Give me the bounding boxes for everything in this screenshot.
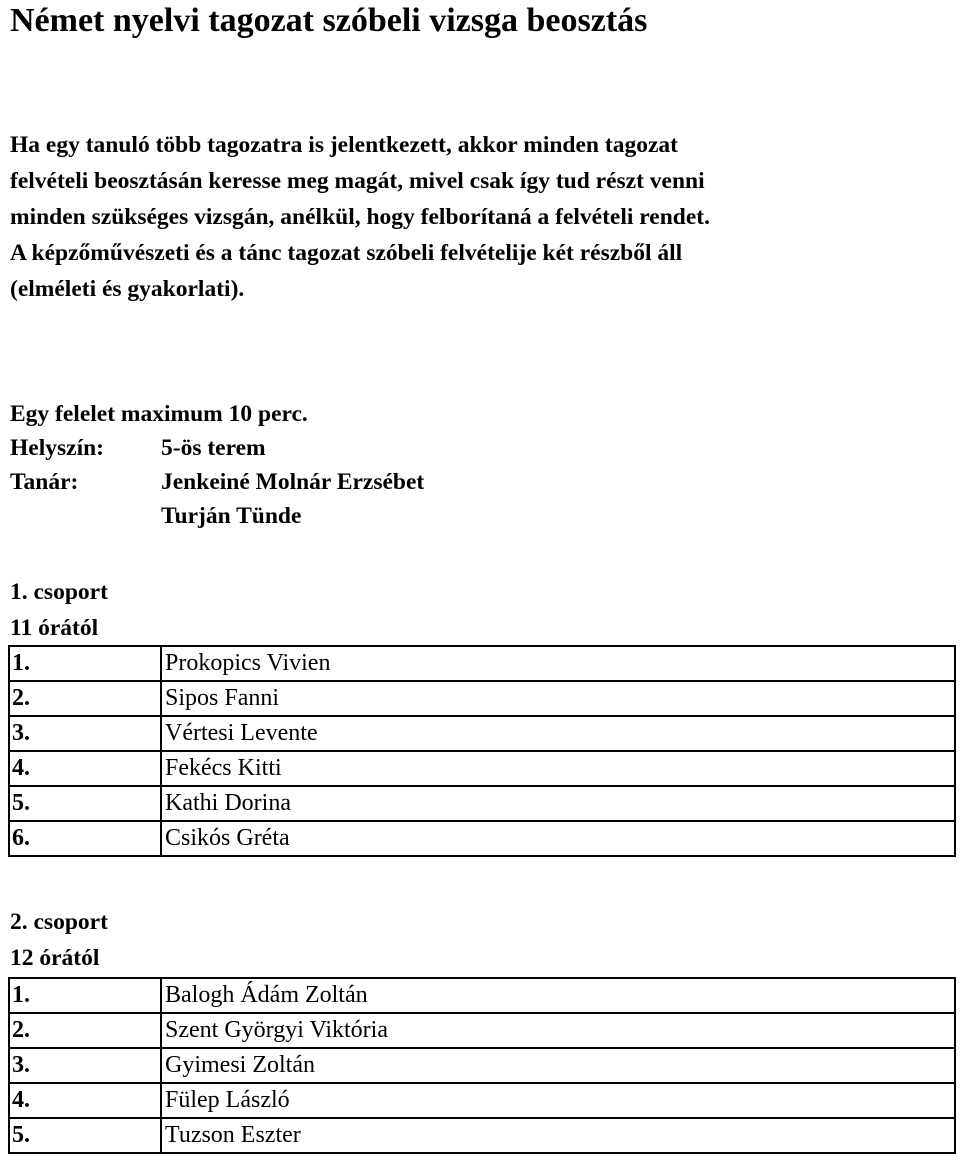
student-name: Gyimesi Zoltán [161,1048,955,1083]
student-name: Fekécs Kitti [161,751,955,786]
intro-line: A képzőművészeti és a tánc tagozat szóbeli felvételije két részből áll [10,240,683,266]
location-row [10,431,424,465]
student-name: Sipos Fanni [161,681,955,716]
location-label: Helyszín: [10,435,104,461]
group-2-roster [8,977,956,1154]
table-row [9,1048,955,1083]
student-number: 3. [9,716,161,751]
student-name: Vértesi Levente [161,716,955,751]
table-row [9,821,955,856]
student-name: Szent Györgyi Viktória [161,1013,955,1048]
group-time: 11 órától [10,615,99,641]
student-number: 4. [9,1083,161,1118]
group-name: 1. csoport [10,579,108,605]
intro-line: felvételi beosztásán keresse meg magát, mivel csak így tud részt venni [10,168,705,194]
student-number: 6. [9,821,161,856]
table-row [9,681,955,716]
page-title: Német nyelvi tagozat szóbeli vizsga beosztás [10,2,648,39]
teacher-label: Tanár: [10,469,79,495]
student-number: 4. [9,751,161,786]
intro-line: (elméleti és gyakorlati). [10,276,245,302]
student-number: 1. [9,978,161,1013]
intro-line: minden szükséges vizsgán, anélkül, hogy felborítaná a felvételi rendet. [10,204,710,230]
intro-line: Ha egy tanuló több tagozatra is jelentkezett, akkor minden tagozat [10,132,678,158]
table-row [9,716,955,751]
student-number: 5. [9,1118,161,1153]
student-name: Prokopics Vivien [161,646,955,681]
teacher-row-2 [10,499,424,533]
student-name: Tuzson Eszter [161,1118,955,1153]
student-name: Kathi Dorina [161,786,955,821]
exam-info [10,397,424,533]
table-row [9,646,955,681]
duration-note-row [10,397,424,431]
teacher-name: Jenkeiné Molnár Erzsébet [161,469,425,495]
table-row [9,1118,955,1153]
student-number: 5. [9,786,161,821]
group-name: 2. csoport [10,909,108,935]
table-row [9,786,955,821]
table-row [9,1013,955,1048]
student-number: 1. [9,646,161,681]
teacher-row [10,465,424,499]
teacher-name: Turján Tünde [161,503,302,529]
student-number: 2. [9,681,161,716]
location-value: 5-ös terem [161,435,266,461]
group-1-roster [8,645,956,857]
intro-paragraph [10,127,950,307]
table-row [9,1083,955,1118]
table-row [9,751,955,786]
group-2-header [10,904,108,976]
group-time: 12 órától [10,945,100,971]
student-name: Fülep László [161,1083,955,1118]
student-number: 2. [9,1013,161,1048]
student-number: 3. [9,1048,161,1083]
duration-note: Egy felelet maximum 10 perc. [10,401,308,427]
student-name: Balogh Ádám Zoltán [161,978,955,1013]
table-row [9,978,955,1013]
group-1-header [10,574,108,646]
student-name: Csikós Gréta [161,821,955,856]
